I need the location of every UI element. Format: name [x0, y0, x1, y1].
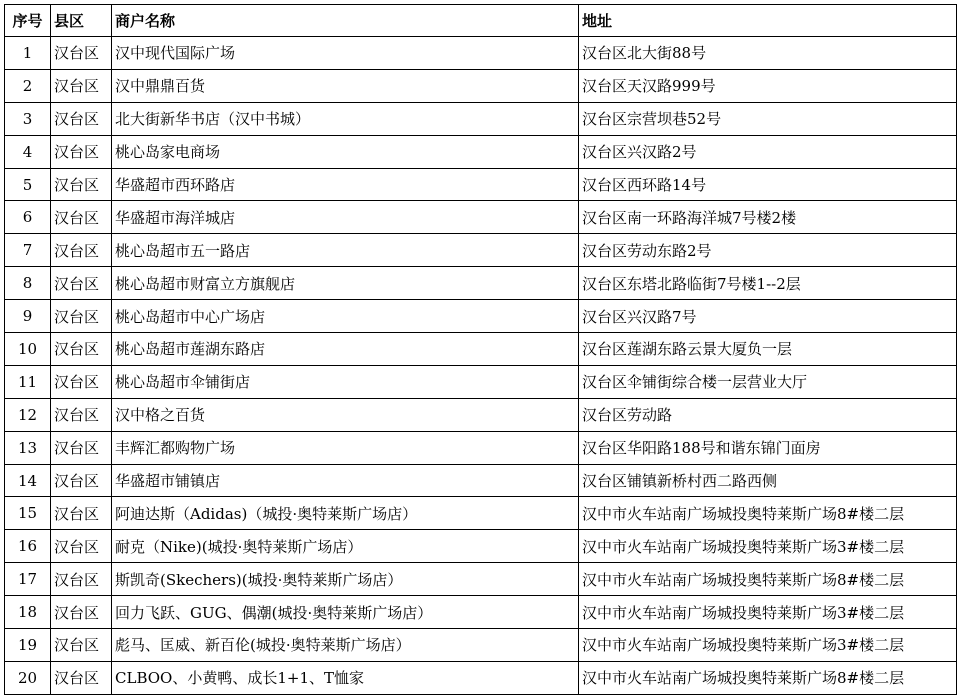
- cell-merchant-name: 耐克（Nike)(城投·奥特莱斯广场店）: [112, 530, 579, 563]
- cell-address: 汉中市火车站南广场城投奥特莱斯广场8#楼二层: [579, 497, 957, 530]
- cell-address: 汉中市火车站南广场城投奥特莱斯广场8#楼二层: [579, 563, 957, 596]
- cell-county: 汉台区: [51, 629, 112, 662]
- cell-address: 汉台区天汉路999号: [579, 69, 957, 102]
- cell-merchant-name: 华盛超市铺镇店: [112, 464, 579, 497]
- table-row: [5, 365, 957, 398]
- cell-county: 汉台区: [51, 234, 112, 267]
- cell-county: 汉台区: [51, 530, 112, 563]
- cell-no: 7: [5, 234, 51, 267]
- cell-merchant-name: 桃心岛超市财富立方旗舰店: [112, 267, 579, 300]
- cell-county: 汉台区: [51, 267, 112, 300]
- cell-county: 汉台区: [51, 102, 112, 135]
- cell-merchant-name: 桃心岛超市五一路店: [112, 234, 579, 267]
- cell-county: 汉台区: [51, 37, 112, 70]
- cell-county: 汉台区: [51, 168, 112, 201]
- cell-merchant-name: 汉中格之百货: [112, 398, 579, 431]
- table-row: [5, 431, 957, 464]
- cell-no: 3: [5, 102, 51, 135]
- cell-no: 12: [5, 398, 51, 431]
- cell-county: 汉台区: [51, 596, 112, 629]
- cell-address: 汉台区铺镇新桥村西二路西侧: [579, 464, 957, 497]
- cell-address: 汉台区宗营坝巷52号: [579, 102, 957, 135]
- cell-county: 汉台区: [51, 431, 112, 464]
- header-row: [5, 5, 957, 37]
- cell-no: 10: [5, 333, 51, 366]
- table-row: [5, 333, 957, 366]
- cell-county: 汉台区: [51, 300, 112, 333]
- table-row: [5, 464, 957, 497]
- table-row: [5, 300, 957, 333]
- cell-no: 13: [5, 431, 51, 464]
- cell-merchant-name: 华盛超市西环路店: [112, 168, 579, 201]
- table-row: [5, 530, 957, 563]
- cell-no: 9: [5, 300, 51, 333]
- cell-county: 汉台区: [51, 135, 112, 168]
- cell-address: 汉中市火车站南广场城投奥特莱斯广场3#楼二层: [579, 629, 957, 662]
- cell-address: 汉台区北大街88号: [579, 37, 957, 70]
- cell-address: 汉台区伞铺街综合楼一层营业大厅: [579, 365, 957, 398]
- table-row: [5, 69, 957, 102]
- header-cell-county: 县区: [51, 5, 112, 37]
- cell-address: 汉中市火车站南广场城投奥特莱斯广场3#楼二层: [579, 530, 957, 563]
- cell-no: 11: [5, 365, 51, 398]
- table-row: [5, 102, 957, 135]
- cell-no: 17: [5, 563, 51, 596]
- cell-merchant-name: 桃心岛超市莲湖东路店: [112, 333, 579, 366]
- table-row: [5, 168, 957, 201]
- cell-address: 汉台区劳动东路2号: [579, 234, 957, 267]
- cell-no: 5: [5, 168, 51, 201]
- cell-county: 汉台区: [51, 365, 112, 398]
- cell-no: 20: [5, 661, 51, 694]
- header-cell-merchant: 商户名称: [112, 5, 579, 37]
- table-row: [5, 629, 957, 662]
- cell-merchant-name: 汉中现代国际广场: [112, 37, 579, 70]
- cell-county: 汉台区: [51, 333, 112, 366]
- cell-merchant-name: 桃心岛超市伞铺街店: [112, 365, 579, 398]
- table-row: [5, 234, 957, 267]
- table-row: [5, 398, 957, 431]
- cell-merchant-name: 彪马、匡威、新百伦(城投·奥特莱斯广场店）: [112, 629, 579, 662]
- cell-merchant-name: 桃心岛超市中心广场店: [112, 300, 579, 333]
- header-cell-no: 序号: [5, 5, 51, 37]
- table-row: [5, 497, 957, 530]
- table-row: [5, 596, 957, 629]
- cell-county: 汉台区: [51, 661, 112, 694]
- cell-no: 2: [5, 69, 51, 102]
- cell-merchant-name: 华盛超市海洋城店: [112, 201, 579, 234]
- cell-no: 14: [5, 464, 51, 497]
- cell-address: 汉台区兴汉路7号: [579, 300, 957, 333]
- cell-county: 汉台区: [51, 464, 112, 497]
- header-cell-address: 地址: [579, 5, 957, 37]
- cell-no: 6: [5, 201, 51, 234]
- table-row: [5, 563, 957, 596]
- cell-merchant-name: 斯凯奇(Skechers)(城投·奥特莱斯广场店）: [112, 563, 579, 596]
- cell-county: 汉台区: [51, 398, 112, 431]
- cell-address: 汉台区东塔北路临街7号楼1--2层: [579, 267, 957, 300]
- cell-no: 1: [5, 37, 51, 70]
- cell-merchant-name: 丰辉汇都购物广场: [112, 431, 579, 464]
- table-row: [5, 135, 957, 168]
- table-row: [5, 661, 957, 694]
- table-row: [5, 37, 957, 70]
- cell-no: 18: [5, 596, 51, 629]
- cell-county: 汉台区: [51, 201, 112, 234]
- cell-address: 汉中市火车站南广场城投奥特莱斯广场3#楼二层: [579, 596, 957, 629]
- cell-address: 汉台区劳动路: [579, 398, 957, 431]
- table-row: [5, 267, 957, 300]
- cell-address: 汉台区南一环路海洋城7号楼2楼: [579, 201, 957, 234]
- table-row: [5, 201, 957, 234]
- cell-address: 汉台区华阳路188号和谐东锦门面房: [579, 431, 957, 464]
- cell-no: 8: [5, 267, 51, 300]
- cell-no: 15: [5, 497, 51, 530]
- cell-address: 汉台区西环路14号: [579, 168, 957, 201]
- cell-county: 汉台区: [51, 563, 112, 596]
- cell-merchant-name: 北大街新华书店（汉中书城）: [112, 102, 579, 135]
- cell-merchant-name: 阿迪达斯（Adidas)（城投·奥特莱斯广场店）: [112, 497, 579, 530]
- cell-merchant-name: 桃心岛家电商场: [112, 135, 579, 168]
- cell-no: 16: [5, 530, 51, 563]
- cell-no: 19: [5, 629, 51, 662]
- cell-merchant-name: 汉中鼎鼎百货: [112, 69, 579, 102]
- merchant-table: [4, 4, 957, 695]
- cell-merchant-name: 回力飞跃、GUG、偶潮(城投·奥特莱斯广场店）: [112, 596, 579, 629]
- cell-no: 4: [5, 135, 51, 168]
- cell-county: 汉台区: [51, 497, 112, 530]
- cell-address: 汉台区兴汉路2号: [579, 135, 957, 168]
- cell-county: 汉台区: [51, 69, 112, 102]
- cell-address: 汉台区莲湖东路云景大厦负一层: [579, 333, 957, 366]
- cell-address: 汉中市火车站南广场城投奥特莱斯广场8#楼二层: [579, 661, 957, 694]
- cell-merchant-name: CLBOO、小黄鸭、成长1+1、T恤家: [112, 661, 579, 694]
